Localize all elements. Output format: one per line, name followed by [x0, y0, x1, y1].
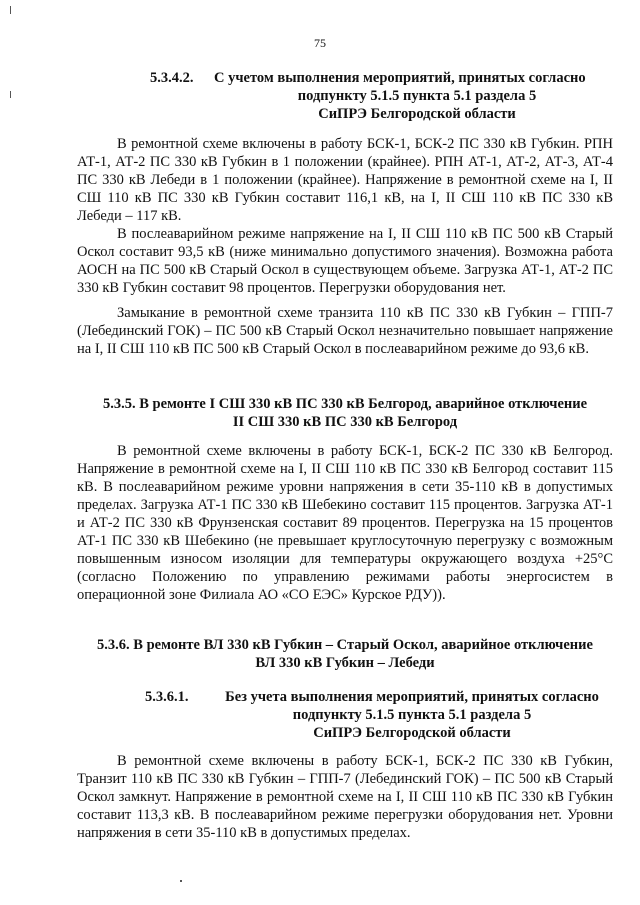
heading-line: Без учета выполнения мероприятий, принятых согласно	[225, 689, 599, 705]
heading-line: подпункту 5.1.5 пункта 5.1 раздела 5	[292, 707, 532, 723]
paragraph: В ремонтной схеме включены в работу БСК-1, БСК-2 ПС 330 кВ Белгород. Напряжение в ремонтной схеме на I, II СШ 110 кВ ПС 330 кВ Белгород составит 115 кВ. В послеаварийном режиме уровни напряжения в сети 35-110 кВ в допустимых пределах. Загрузка АТ-1 ПС 330 кВ Шебекино составит 115 процентов. Загрузка АТ-1 и АТ-2 ПС 330 кВ Фрунзенская составит 89 процентов. Перегрузка на 15 процентов АТ-1 ПС 330 кВ Шебекино (не превышает круглосуточную перегрузку с возможным повышенным износом изоляции для температуры окружающего воздуха +25°С (согласно Положению по управлению режимами работы энергосистем в операционной зоне Филиала АО «СО ЕЭС» Курское РДУ)).	[77, 443, 613, 603]
section-number: 5.3.6.1.	[145, 689, 189, 705]
section-number: 5.3.6.	[97, 637, 130, 653]
paragraph: Замыкание в ремонтной схеме транзита 110 кВ ПС 330 кВ Губкин – ГПП-7 (Лебединский ГОК) – ПС 500 кВ Старый Оскол незначительно повышает напряжение на I, II СШ 110 кВ ПС 500 кВ Старый Оскол в послеаварийном режиме до 93,6 кВ.	[77, 305, 613, 357]
heading-line	[77, 636, 613, 654]
paragraph: В ремонтной схеме включены в работу БСК-1, БСК-2 ПС 330 кВ Губкин, Транзит 110 кВ ПС 330 кВ Губкин – ГПП-7 (Лебединский ГОК) – ПС 500 кВ Старый Оскол замкнут. Напряжение в ремонтной схеме на I, II СШ 110 кВ ПС 330 кВ Губкин составит 113,3 кВ. В послеаварийном режиме перегрузки оборудования нет. Уровни напряжения в сети 35-110 кВ в допустимых пределах.	[77, 753, 613, 841]
section-number: 5.3.5.	[102, 396, 136, 412]
heading-line	[77, 395, 613, 413]
page-number: 75	[314, 36, 326, 50]
heading-line: II СШ 330 кВ ПС 330 кВ Белгород	[232, 414, 458, 430]
scan-mark	[180, 880, 182, 882]
heading-line: СиПРЭ Белгородской области	[318, 106, 516, 122]
heading-text: В ремонте I СШ 330 кВ ПС 330 кВ Белгород, аварийное отключение	[139, 396, 588, 412]
heading-text: В ремонте ВЛ 330 кВ Губкин – Старый Оскол, аварийное отключение	[133, 637, 593, 653]
section-heading-535	[77, 395, 613, 431]
heading-line: СиПРЭ Белгородской области	[313, 725, 511, 741]
section-heading-5342	[150, 69, 620, 123]
section-heading-5361	[145, 688, 615, 742]
paragraph: В ремонтной схеме включены в работу БСК-1, БСК-2 ПС 330 кВ Губкин. РПН АТ-1, АТ-2 ПС 330 кВ Губкин в 1 положении (крайнее). РПН АТ-1, АТ-2, АТ-3, АТ-4 ПС 330 кВ Лебеди в 1 положении (крайнее). Напряжение в ремонтной схеме на I, II СШ 110 кВ ПС 330 кВ Губкин составит 116,1 кВ, на I, II СШ 110 кВ ПС 330 кВ Лебеди – 117 кВ.	[77, 136, 613, 224]
scan-mark	[10, 6, 11, 14]
section-number: 5.3.4.2.	[150, 70, 194, 86]
section-heading-536	[77, 636, 613, 672]
heading-line: ВЛ 330 кВ Губкин – Лебеди	[255, 655, 435, 671]
heading-line: С учетом выполнения мероприятий, принятых согласно	[214, 70, 586, 86]
paragraph: В послеаварийном режиме напряжение на I, II СШ 110 кВ ПС 500 кВ Старый Оскол составит 93,5 кВ (ниже минимально допустимого значения). Возможна работа АОСН на ПС 500 кВ Старый Оскол в существующем объеме. Загрузка АТ-1, АТ-2 ПС 330 кВ Губкин составит 98 процентов. Перегрузки оборудования нет.	[77, 226, 613, 296]
scan-mark	[10, 91, 11, 98]
heading-line: подпункту 5.1.5 пункта 5.1 раздела 5	[297, 88, 537, 104]
